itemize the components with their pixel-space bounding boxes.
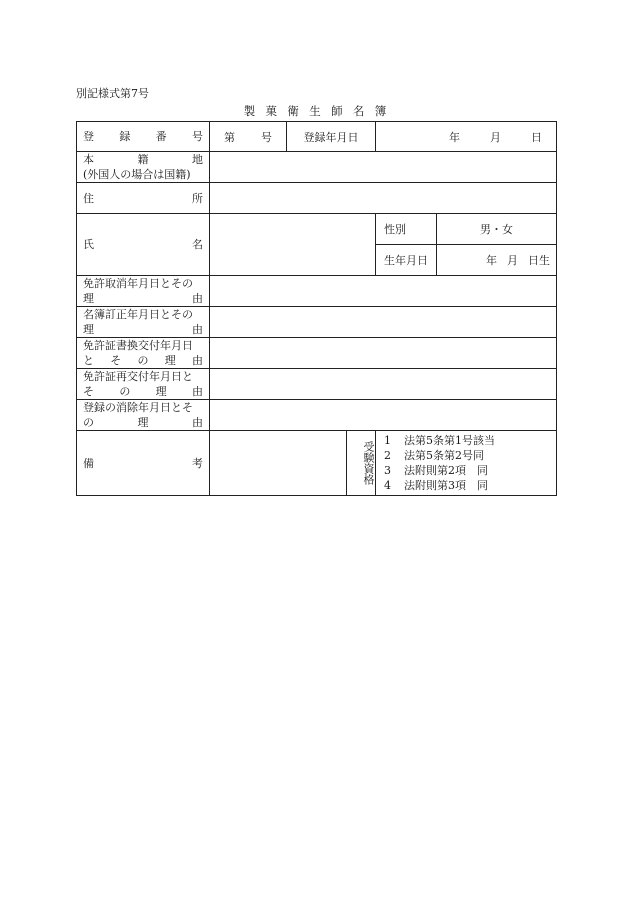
reissue-exchange-label-cell [77,338,210,369]
reissue-exchange-label-line1: 免許証書換交付年月日 [83,339,193,352]
address-field[interactable] [210,183,557,214]
correction-label-line1: 名簿訂正年月日とその [83,308,193,321]
revocation-label-line1: 免許取消年月日とその [83,277,193,290]
birth-year-label: 年 [486,254,497,267]
row-revocation [77,276,557,307]
row-address [77,183,557,214]
row-reissue-exchange [77,338,557,369]
birthdate-label: 生年月日 [376,245,437,276]
qualification-item[interactable]: 3 法附則第2項 同 [384,464,488,477]
dai-label: 第 [224,130,235,144]
sex-label-cell [376,214,437,245]
row-registration-number [77,122,557,152]
exam-qualification-label: 受験資格 [362,441,375,485]
remarks-field[interactable] [210,431,347,496]
row-domicile [77,152,557,183]
exam-qualification-label-cell [347,431,376,496]
name-label: 氏名 [77,214,210,276]
qualification-item[interactable]: 2 法第5条第2号同 [384,449,484,462]
row-deletion [77,400,557,431]
registration-number-label: 登録番号 [77,122,210,152]
domicile-field[interactable] [210,152,557,183]
address-label: 住所 [77,183,210,214]
birthdate-field[interactable] [437,245,557,276]
reissue-label-line1: 免許証再交付年月日と [83,370,193,383]
birth-day-label: 日生 [528,254,550,267]
register-table [76,121,557,496]
reissue-field[interactable] [210,369,557,400]
row-remarks [77,431,557,496]
revocation-label-line2: 理由 [83,292,203,305]
birth-month-label: 月 [507,254,518,267]
deletion-label-line1: 登録の消除年月日とそ [83,401,193,414]
row-reissue [77,369,557,400]
deletion-label-cell [77,400,210,431]
reissue-exchange-field[interactable] [210,338,557,369]
day-label: 日 [531,130,542,144]
qualification-item[interactable]: 1 法第5条第1号該当 [384,434,495,447]
reissue-label-cell [77,369,210,400]
domicile-label-cell [77,152,210,183]
revocation-field[interactable] [210,276,557,307]
domicile-label: 本籍地 [83,153,203,166]
revocation-label-cell [77,276,210,307]
domicile-note: (外国人の場合は国籍) [83,168,191,181]
registration-date-label: 登録年月日 [287,122,376,152]
correction-field[interactable] [210,307,557,338]
registration-date-field[interactable] [376,122,557,152]
year-label: 年 [449,130,460,144]
name-field[interactable] [210,214,376,276]
month-label: 月 [490,130,501,144]
form-number: 別記様式第7号 [76,87,149,100]
correction-label-line2: 理由 [83,323,203,336]
registration-number-field[interactable] [210,122,287,152]
remarks-label: 備考 [77,431,210,496]
sex-label: 性別 [384,223,406,236]
page-title: 製菓衛生師名簿 [243,104,397,118]
correction-label-cell [77,307,210,338]
deletion-label-line2: の理由 [83,416,203,429]
row-name-sex [77,214,557,245]
row-correction [77,307,557,338]
reissue-exchange-label-line2: とその理由 [83,354,203,367]
exam-qualification-list [376,431,557,496]
sex-field[interactable]: 男・女 [437,214,557,245]
qualification-item[interactable]: 4 法附則第3項 同 [384,479,488,492]
deletion-field[interactable] [210,400,557,431]
go-label: 号 [261,130,272,144]
reissue-label-line2: その理由 [83,385,203,398]
